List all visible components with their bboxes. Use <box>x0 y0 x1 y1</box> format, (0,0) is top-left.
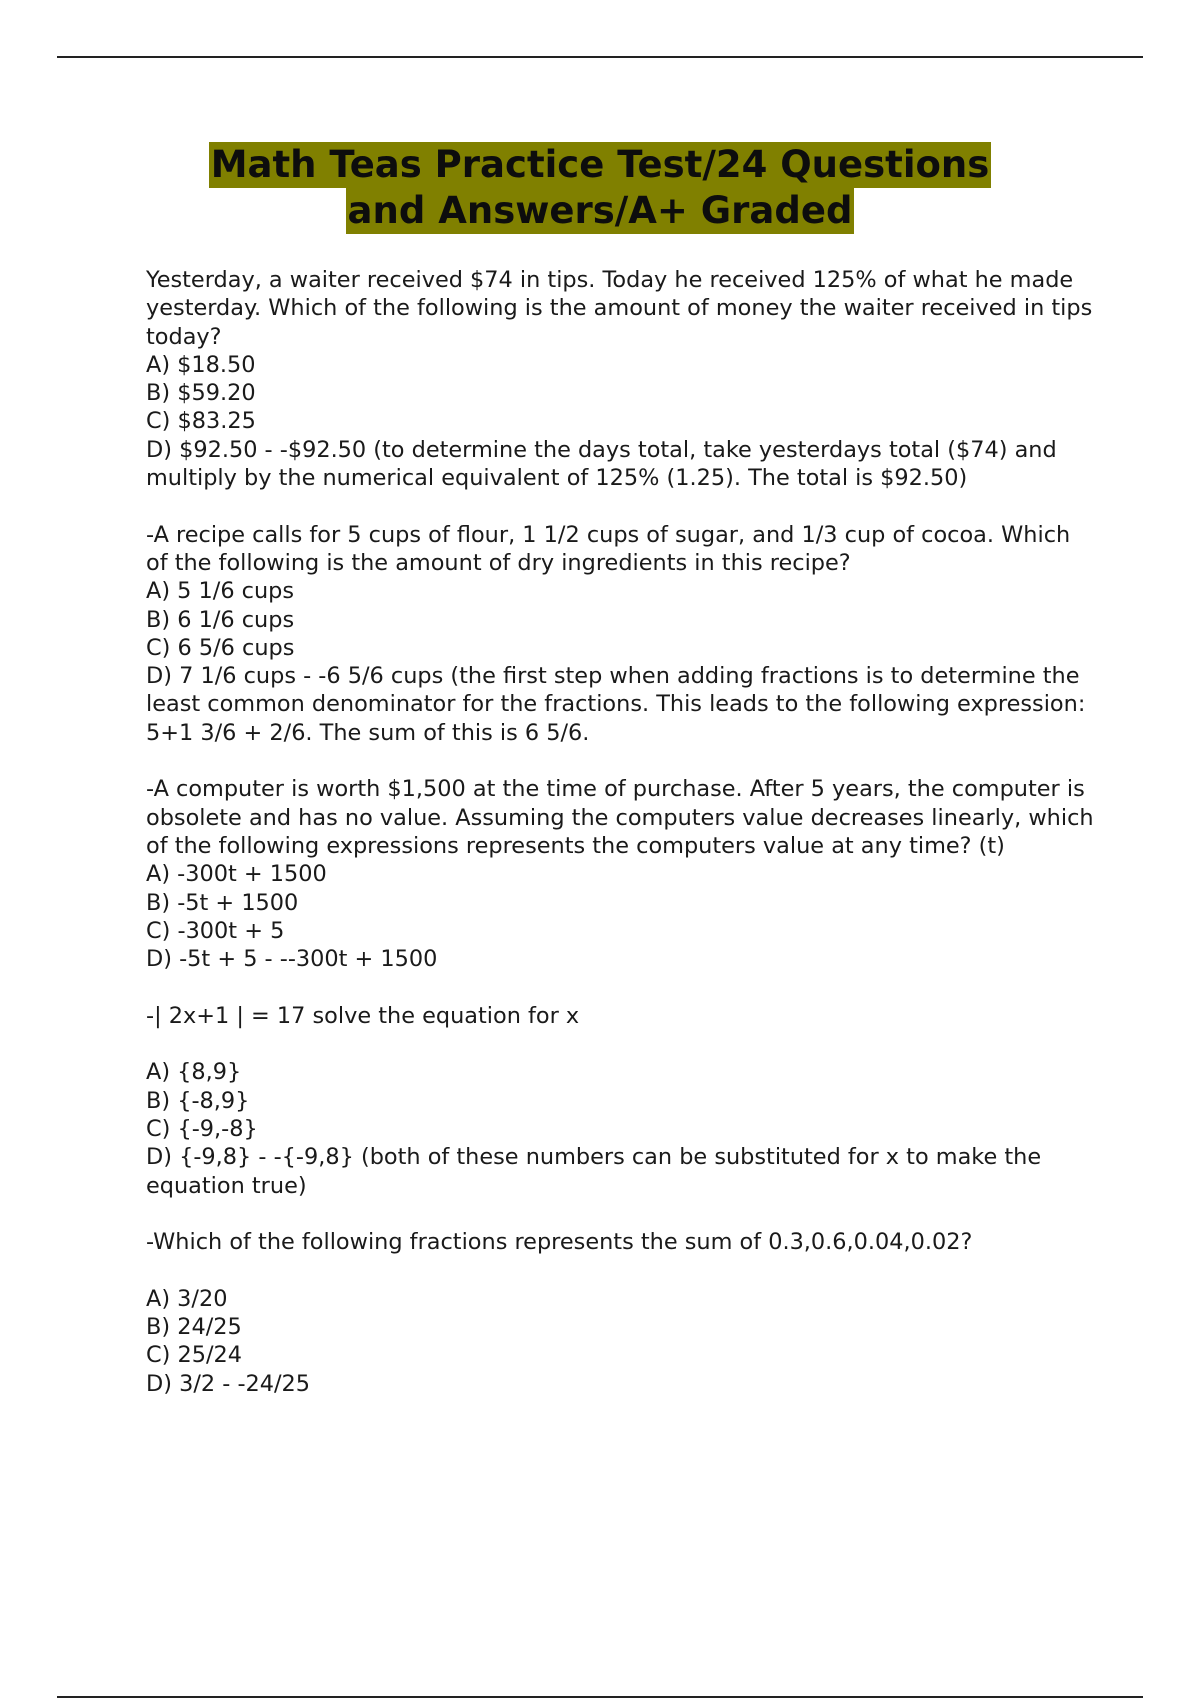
option-b: B) $59.20 <box>146 380 256 407</box>
option-d-answer: D) $92.50 - -$92.50 (to determine the days total, take yesterdays total ($74) and multiply by the numerical equivalent of 125% (1.25). The total is $92.50) <box>146 436 1057 492</box>
option-c: C) 25/24 <box>146 1342 243 1369</box>
option-c: C) {-9,-8} <box>146 1115 258 1142</box>
option-c: C) -300t + 5 <box>146 917 285 944</box>
option-c: C) 6 5/6 cups <box>146 634 295 661</box>
question-stem: Yesterday, a waiter received $74 in tips. Today he received 125% of what he made yesterday. Which of the following is the amount of money the waiter received in tips today? <box>146 267 1093 350</box>
spacer <box>146 1030 1096 1058</box>
question-1 <box>146 266 1096 492</box>
option-b: B) -5t + 1500 <box>146 889 299 916</box>
question-stem: -Which of the following fractions represents the sum of 0.3,0.6,0.04,0.02? <box>146 1229 973 1256</box>
question-stem: -A computer is worth $1,500 at the time of purchase. After 5 years, the computer is obsolete and has no value. Assuming the computers value decreases linearly, which of the following expressions represents the computers value at any time? (t) <box>146 776 1094 859</box>
question-stem: -| 2x+1 | = 17 solve the equation for x <box>146 1002 580 1029</box>
option-b: B) 24/25 <box>146 1313 242 1340</box>
option-a: A) $18.50 <box>146 351 256 378</box>
option-d-answer: D) -5t + 5 - --300t + 1500 <box>146 946 438 973</box>
option-d-answer: D) 7 1/6 cups - -6 5/6 cups (the first step when adding fractions is to determine the least common denominator for the fractions. This leads to the following expression: 5+1 3/6 + 2/6. The sum of this is 6 5/6. <box>146 663 1086 746</box>
question-2 <box>146 521 1096 747</box>
title-line-2: and Answers/A+ Graded <box>347 189 853 232</box>
option-a: A) {8,9} <box>146 1059 242 1086</box>
option-a: A) 3/20 <box>146 1285 228 1312</box>
option-d-answer: D) {-9,8} - -{-9,8} (both of these numbers can be substituted for x to make the equation true) <box>146 1144 1042 1199</box>
option-b: B) 6 1/6 cups <box>146 606 295 633</box>
question-5 <box>146 1228 1096 1398</box>
bottom-rule <box>57 1696 1143 1698</box>
option-d-answer: D) 3/2 - -24/25 <box>146 1370 311 1397</box>
top-rule <box>57 56 1143 58</box>
title-line-1: Math Teas Practice Test/24 Questions <box>210 143 990 186</box>
question-4 <box>146 1002 1096 1200</box>
option-b: B) {-8,9} <box>146 1087 250 1114</box>
question-3 <box>146 775 1096 973</box>
document-body <box>146 266 1096 1426</box>
question-stem: -A recipe calls for 5 cups of flour, 1 1/2 cups of sugar, and 1/3 cup of cocoa. Which of the following is the amount of dry ingredients in this recipe? <box>146 521 1071 576</box>
option-c: C) $83.25 <box>146 408 256 435</box>
document-title <box>0 142 1200 234</box>
spacer <box>146 1256 1096 1284</box>
option-a: A) -300t + 1500 <box>146 861 327 888</box>
option-a: A) 5 1/6 cups <box>146 578 295 605</box>
